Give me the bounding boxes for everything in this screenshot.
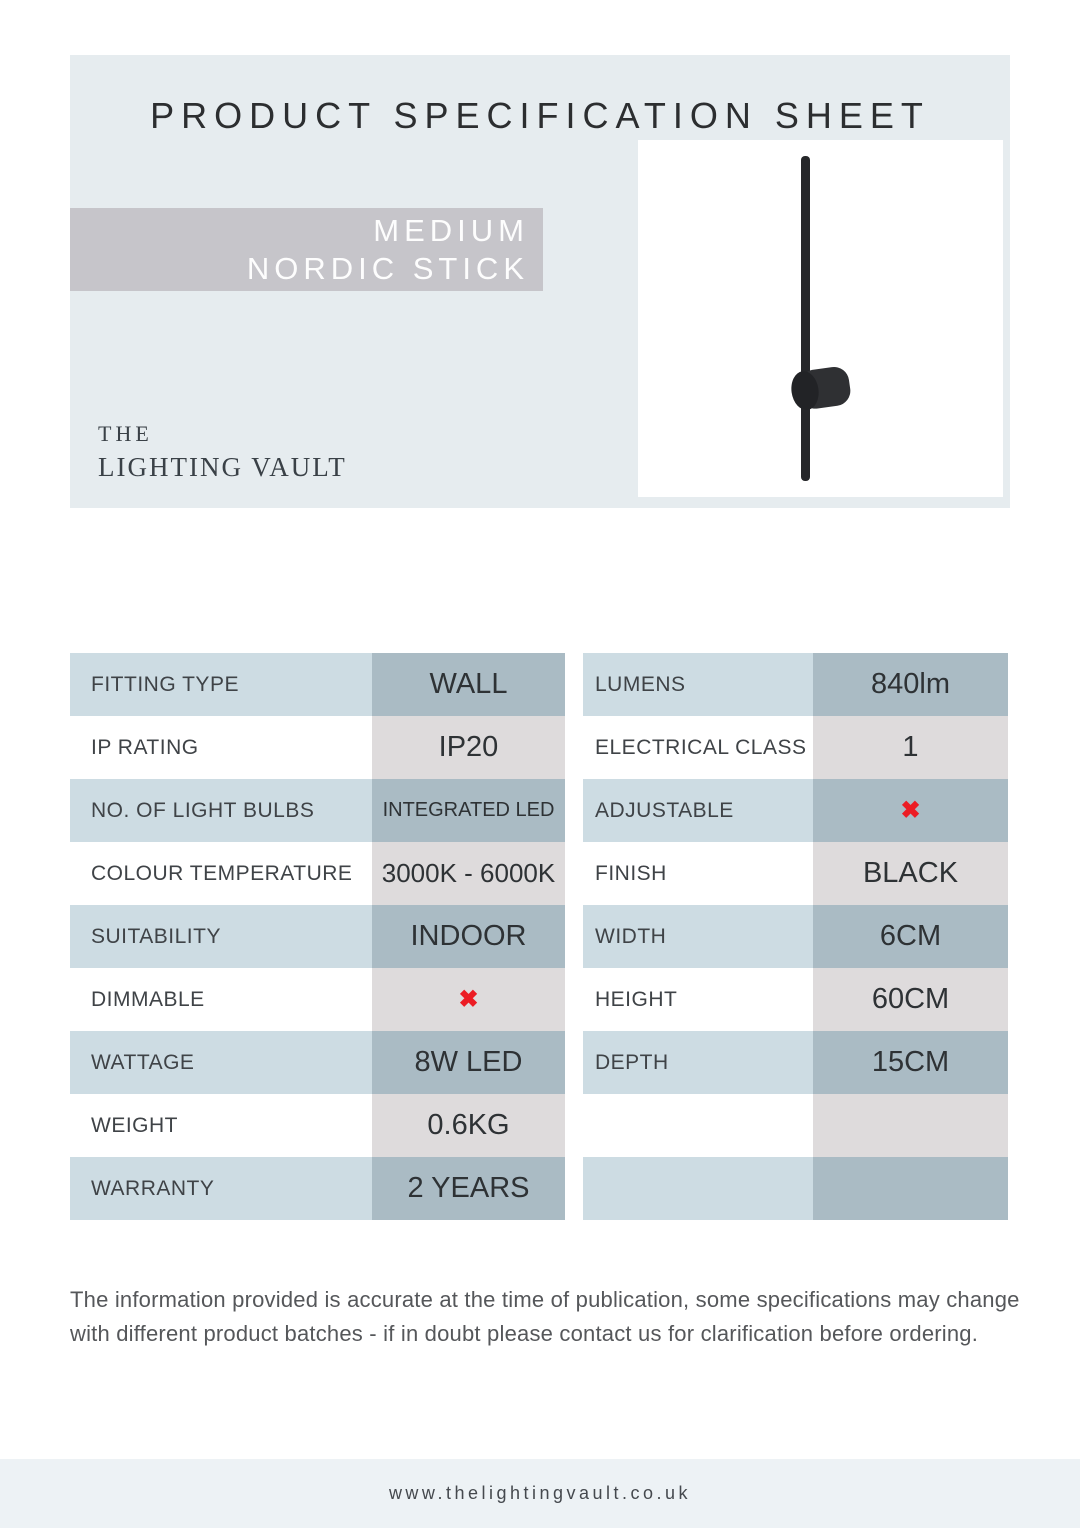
- row-value: 15CM: [813, 1031, 1008, 1094]
- row-value: 0.6KG: [372, 1094, 565, 1157]
- cross-icon: ✖: [458, 985, 479, 1013]
- table-row: [70, 779, 565, 842]
- row-label: [583, 1094, 813, 1157]
- table-row: [583, 716, 1008, 779]
- row-value: 3000K - 6000K: [372, 842, 565, 905]
- table-row: [583, 968, 1008, 1031]
- table-row: [583, 842, 1008, 905]
- lamp-mount: [789, 365, 852, 412]
- table-row: [70, 653, 565, 716]
- table-row: [583, 779, 1008, 842]
- table-row: [583, 1157, 1008, 1220]
- row-label: SUITABILITY: [70, 905, 372, 968]
- footer-bar: [0, 1459, 1080, 1528]
- row-label: ADJUSTABLE: [583, 779, 813, 842]
- product-name-box: [70, 208, 543, 291]
- brand-line1: THE: [98, 421, 153, 446]
- hero-section: [70, 55, 1010, 508]
- row-label: IP RATING: [91, 735, 199, 759]
- product-name-line2: NORDIC STICK: [246, 250, 529, 286]
- row-value: 6CM: [813, 905, 1008, 968]
- row-label: LUMENS: [583, 653, 813, 716]
- row-label: FITTING TYPE: [70, 653, 372, 716]
- product-image: [638, 140, 1003, 497]
- table-row: [70, 842, 565, 905]
- row-value: WALL: [372, 653, 565, 716]
- row-label: WATTAGE: [70, 1031, 372, 1094]
- table-row: [70, 905, 565, 968]
- row-value: [813, 1157, 1008, 1220]
- row-value: 1: [813, 716, 1008, 779]
- row-value: [813, 779, 1008, 842]
- row-value: [372, 968, 565, 1031]
- table-row: [583, 1031, 1008, 1094]
- row-label: DIMMABLE: [91, 987, 205, 1011]
- table-row: [583, 1094, 1008, 1157]
- row-value: INTEGRATED LED: [372, 779, 565, 842]
- stick-wall-light-illustration: [638, 140, 1003, 497]
- page-title: PRODUCT SPECIFICATION SHEET: [150, 95, 930, 136]
- table-row: [70, 1031, 565, 1094]
- table-row: [70, 1157, 565, 1220]
- cross-icon: ✖: [900, 796, 921, 824]
- disclaimer-line1: The information provided is accurate at the time of publication, some specifications may change: [70, 1287, 1020, 1312]
- row-label: ELECTRICAL CLASS: [595, 735, 807, 759]
- brand-logo: [98, 421, 347, 483]
- product-name-line1: MEDIUM: [373, 212, 529, 248]
- row-label: HEIGHT: [595, 987, 678, 1011]
- table-row: [70, 968, 565, 1031]
- table-row: [70, 1094, 565, 1157]
- spec-table-right: [583, 653, 1008, 1220]
- brand-line2: LIGHTING VAULT: [98, 452, 347, 482]
- row-label: WIDTH: [583, 905, 813, 968]
- row-label: COLOUR TEMPERATURE: [91, 861, 353, 885]
- row-value: INDOOR: [372, 905, 565, 968]
- row-value: 2 YEARS: [372, 1157, 565, 1220]
- row-value: 60CM: [813, 968, 1008, 1031]
- row-label: NO. OF LIGHT BULBS: [70, 779, 372, 842]
- row-label: DEPTH: [583, 1031, 813, 1094]
- table-row: [583, 905, 1008, 968]
- disclaimer-text: [70, 1283, 1020, 1351]
- row-value: [813, 1094, 1008, 1157]
- spec-table-left: [70, 653, 565, 1220]
- disclaimer-line2: with different product batches - if in doubt please contact us for clarification before ordering.: [70, 1321, 979, 1346]
- row-label: WEIGHT: [91, 1113, 178, 1137]
- row-label: [583, 1157, 813, 1220]
- row-label: WARRANTY: [70, 1157, 372, 1220]
- website-url: www.thelightingvault.co.uk: [388, 1483, 692, 1503]
- lamp-rod: [801, 156, 810, 481]
- row-value: BLACK: [813, 842, 1008, 905]
- row-label: FINISH: [595, 861, 667, 885]
- table-row: [70, 716, 565, 779]
- row-value: 8W LED: [372, 1031, 565, 1094]
- row-value: 840lm: [813, 653, 1008, 716]
- row-value: IP20: [372, 716, 565, 779]
- table-row: [583, 653, 1008, 716]
